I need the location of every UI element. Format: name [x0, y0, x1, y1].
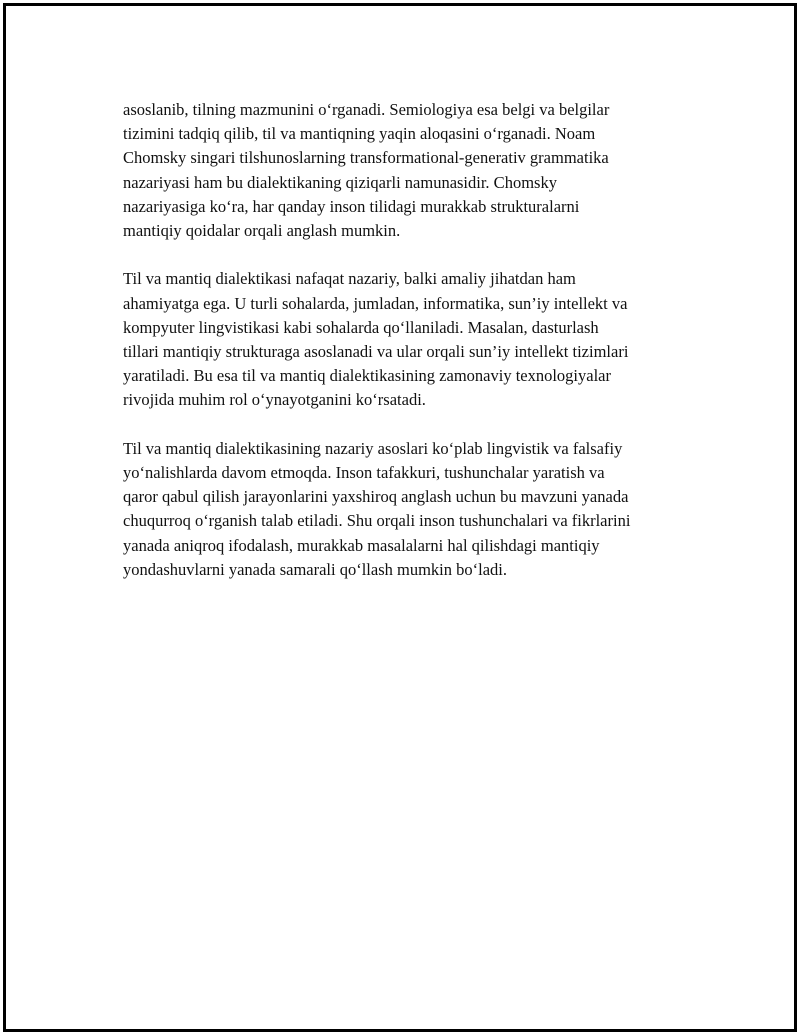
paragraph-1	[123, 98, 703, 243]
paragraph-line: Chomsky singari tilshunoslarning transformational-generativ grammatika	[123, 148, 609, 168]
paragraph-line: tizimini tadqiq qilib, til va mantiqning yaqin aloqasini o‘rganadi. Noam	[123, 124, 596, 144]
paragraph-2	[123, 267, 703, 412]
paragraph-line: nazariyasiga ko‘ra, har qanday inson tilidagi murakkab strukturalarni	[123, 196, 580, 216]
paragraph-line: tillari mantiqiy strukturaga asoslanadi va ular orqali sun’iy intellekt tizimlari	[123, 342, 629, 362]
paragraph-line: rivojida muhim rol o‘ynayotganini ko‘rsatadi.	[123, 390, 426, 410]
page-frame	[3, 3, 797, 1032]
paragraph-line: nazariyasi ham bu dialektikaning qiziqarli namunasidir. Chomsky	[123, 172, 557, 192]
text-body	[123, 98, 703, 606]
paragraph-line: chuqurroq o‘rganish talab etiladi. Shu orqali inson tushunchalari va fikrlarini	[123, 511, 631, 531]
paragraph-line: mantiqiy qoidalar orqali anglash mumkin.	[123, 221, 401, 241]
paragraph-line: qaror qabul qilish jarayonlarini yaxshiroq anglash uchun bu mavzuni yanada	[123, 487, 629, 507]
paragraph-line: Til va mantiq dialektikasining nazariy asoslari ko‘plab lingvistik va falsafiy	[123, 438, 623, 458]
paragraph-line: yanada aniqroq ifodalash, murakkab masalalarni hal qilishdagi mantiqiy	[123, 535, 600, 555]
paragraph-line: yondashuvlarni yanada samarali qo‘llash mumkin bo‘ladi.	[123, 559, 507, 579]
paragraph-line: Til va mantiq dialektikasi nafaqat nazariy, balki amaliy jihatdan ham	[123, 269, 576, 289]
paragraph-line: asoslanib, tilning mazmunini o‘rganadi. Semiologiya esa belgi va belgilar	[123, 100, 610, 119]
paragraph-line: yaratiladi. Bu esa til va mantiq dialektikasining zamonaviy texnologiyalar	[123, 366, 611, 386]
paragraph-line: kompyuter lingvistikasi kabi sohalarda qo‘llaniladi. Masalan, dasturlash	[123, 317, 599, 337]
paragraph-line: ahamiyatga ega. U turli sohalarda, jumladan, informatika, sun’iy intellekt va	[123, 293, 628, 313]
paragraph-3	[123, 437, 703, 582]
paragraph-line: yo‘nalishlarda davom etmoqda. Inson tafakkuri, tushunchalar yaratish va	[123, 463, 605, 483]
